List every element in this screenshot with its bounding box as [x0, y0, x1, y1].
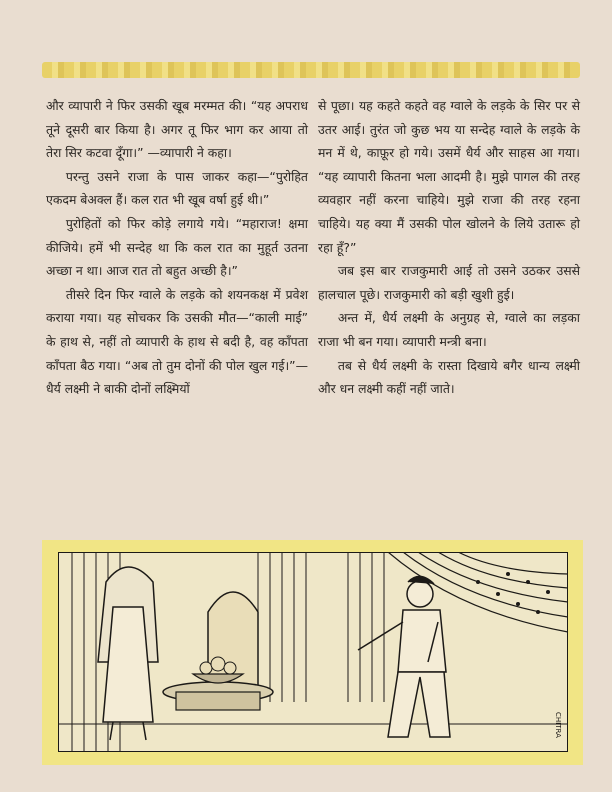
- paragraph: और व्यापारी ने फिर उसकी खूब मरम्मत की। “यह अपराध तूने दूसरी बार किया है। अगर तू फिर भाग कर आया तो तेरा सिर कटवा दूँगा।” —व्यापारी ने कहा।: [46, 98, 308, 161]
- paragraph: पुरोहितों को फिर कोड़े लगाये गये। “महाराज! क्षमा कीजिये। हमें भी सन्देह था कि कल रात का मुहूर्त उतना अच्छा न था। आज रात तो बहुत अच्छी है।”: [46, 215, 308, 279]
- paragraph: अन्त में, धैर्य लक्ष्मी के अनुग्रह से, ग्वाले का लड़का राजा भी बन गया। व्यापारी मन्त्री बना।: [318, 310, 580, 349]
- table-base: [176, 692, 260, 710]
- paragraph: तब से धैर्य लक्ष्मी के रास्ता दिखाये बगैर धान्य लक्ष्मी और धन लक्ष्मी कहीं नहीं जाते।: [318, 357, 580, 397]
- paragraph: तीसरे दिन फिर ग्वाले के लड़के को शयनकक्ष में प्रवेश कराया गया। यह सोचकर कि उसकी मौत—“काली माई” के हाथ से, नहीं तो व्यापारी के हाथ से बदी है, वह काँपता काँपता बैठ गया। “अब तो तुम दोनों की पोल खुल गई।”—धैर्य लक्ष्मी ने बाकी दोनों लक्ष्मियों: [46, 286, 308, 397]
- story-illustration: [58, 552, 568, 752]
- left-text-column: [46, 94, 308, 401]
- paragraph: जब इस बार राजकुमारी आई तो उसने उठकर उससे हालचाल पूछे। राजकुमारी को बड़ी खुशी हुई।: [318, 263, 580, 302]
- decorative-top-border: [42, 62, 580, 78]
- paragraph: परन्तु उसने राजा के पास जाकर कहा—“पुरोहित एकदम बेअक्ल हैं। कल रात भी खूब वर्षा हुई थी।”: [46, 168, 308, 208]
- artist-signature: CHITRA: [554, 712, 562, 738]
- right-text-column: [318, 94, 580, 401]
- illustration-panel: [42, 540, 583, 765]
- paragraph: से पूछा। यह कहते कहते वह ग्वाले के लड़के के सिर पर से उतर आई। तुरंत जो कुछ भय या सन्देह ग्वाले के लड़के के मन में थे, काफ़ूर हो गये। उसमें धैर्य और साहस आ गया। “यह व्यापारी कितना भला आदमी है। मुझे पागल की तरह व्यवहार नहीं करना चाहिये। मुझे राजा की तरह रहना चाहिये। यह क्या मैं उसकी पोल खोलने के लिये उतारू हो रहा हूँ?”: [318, 98, 580, 255]
- princess-figure: [98, 567, 158, 740]
